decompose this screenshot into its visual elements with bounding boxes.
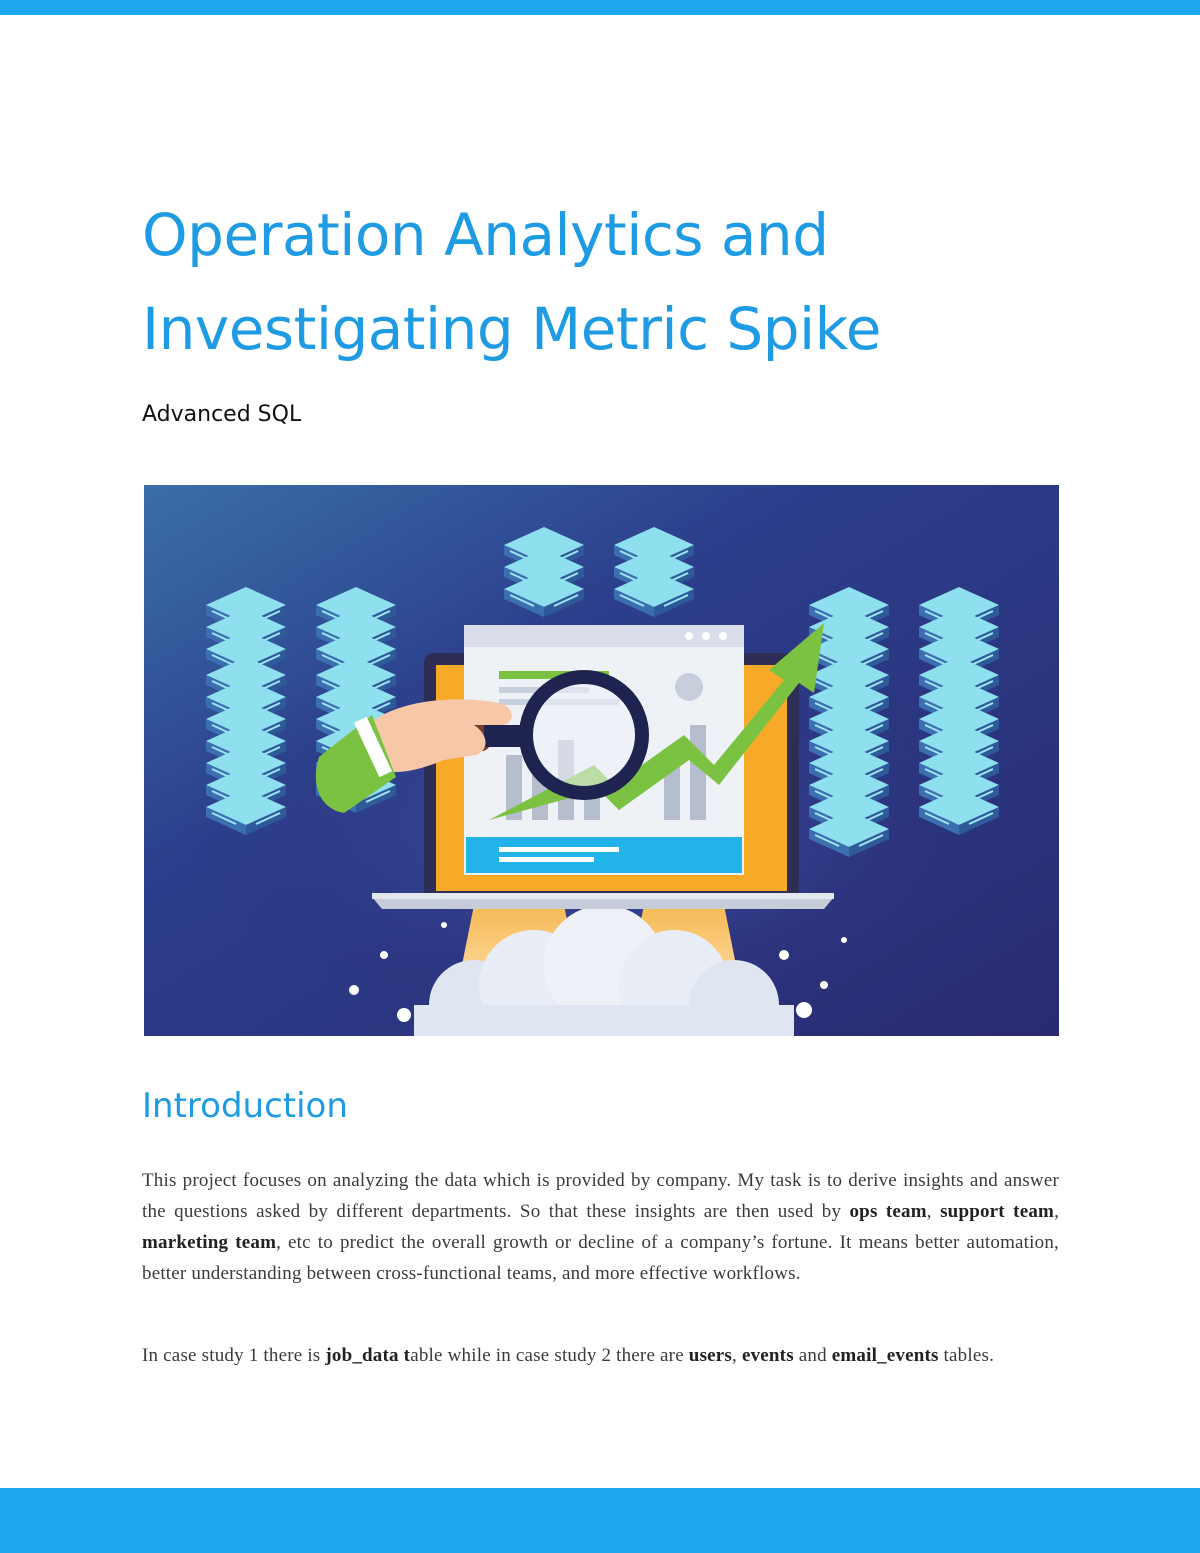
bottom-accent-bar: [0, 1488, 1200, 1553]
p2-text-1: In case study 1 there is: [142, 1345, 326, 1366]
p1-text-1: This project focuses on analyzing the data which is provided by company. My task is to derive insights and answer the questions asked by different departments. So that these insights are then used by: [142, 1170, 1059, 1222]
top-accent-bar: [0, 0, 1200, 15]
p1-text-4: , etc to predict the overall growth or decline of a company’s fortune. It means better automation, better understanding between cross-functional teams, and more effective workflows.: [142, 1232, 1059, 1284]
p1-text-2: ,: [926, 1201, 941, 1222]
p1-text-3: ,: [1054, 1201, 1060, 1222]
p2-text-2: able while in case study 2 there are: [410, 1345, 689, 1366]
p1-bold-marketing-team: marketing team: [142, 1232, 277, 1253]
p2-bold-job-data: job_data t: [325, 1345, 411, 1366]
analytics-illustration: [144, 485, 1059, 1036]
p2-text-3: ,: [732, 1345, 742, 1366]
p2-text-5: tables.: [938, 1345, 995, 1366]
document-subtitle: Advanced SQL: [142, 402, 302, 427]
title-line-1: Operation Analytics and: [142, 201, 829, 269]
intro-paragraph-2: [142, 1340, 1059, 1371]
p2-text-4: and: [793, 1345, 832, 1366]
section-heading-introduction: Introduction: [142, 1086, 348, 1126]
document-title: [142, 188, 1042, 376]
intro-paragraph-1: [142, 1165, 1059, 1289]
p1-bold-support-team: support team: [940, 1201, 1055, 1222]
p1-bold-ops-team: ops team: [849, 1201, 927, 1222]
server-stack-right-2: [919, 587, 999, 835]
p2-bold-events: events: [741, 1345, 794, 1366]
p2-bold-email-events: email_events: [831, 1345, 939, 1366]
p2-bold-users: users: [688, 1345, 733, 1366]
server-stack-left-1: [206, 587, 286, 835]
title-line-2: Investigating Metric Spike: [142, 295, 881, 363]
